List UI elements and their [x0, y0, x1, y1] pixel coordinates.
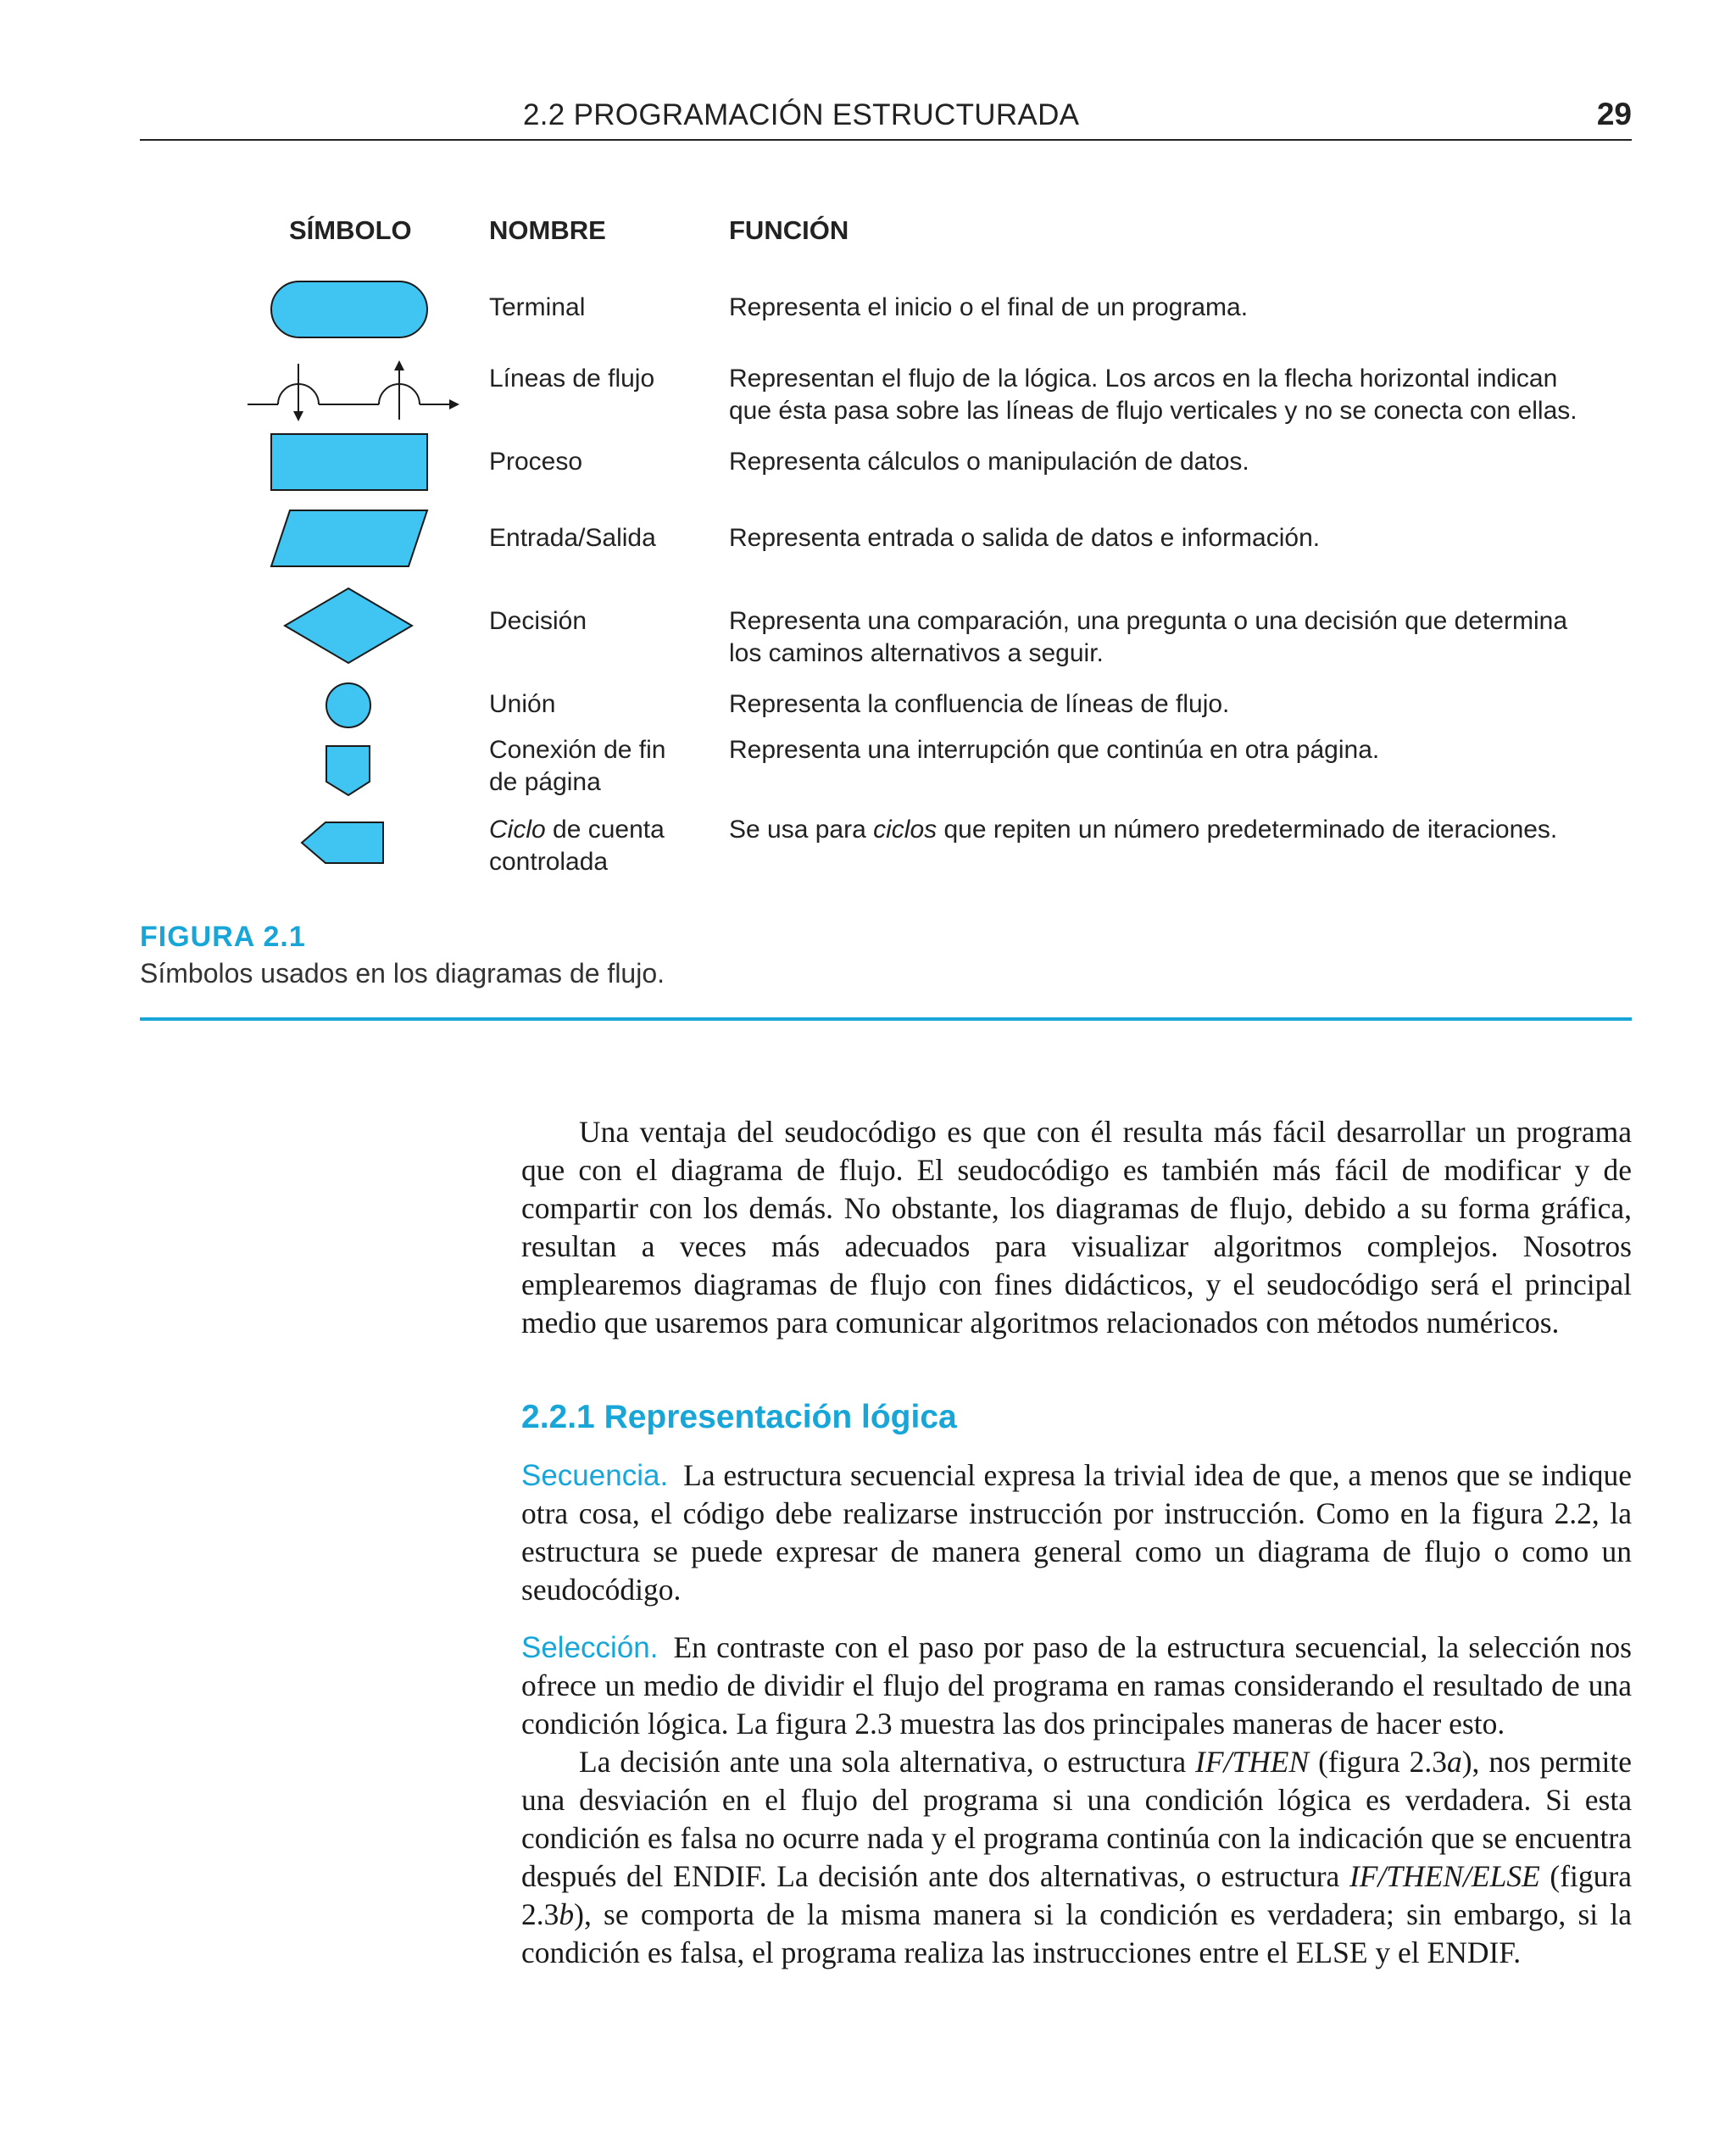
symbol-name-loop-italic: Ciclo	[489, 816, 546, 844]
symbol-name-loop-line1	[489, 814, 718, 846]
p4-text-a: La decisión ante una sola alternativa, o estructura	[579, 1745, 1196, 1779]
symbol-name-terminal: Terminal	[489, 293, 586, 321]
selection-text: En contraste con el paso por paso de la estructura secuencial, la selección nos ofrece un medio de dividir el flujo del programa en ramas considerando el resultado de una condición lógica. La figura 2.3 muestra las dos principales maneras de hacer esto.	[521, 1630, 1632, 1741]
p4-text-d: (figura 2.3	[521, 1859, 1632, 1931]
page-number: 29	[1596, 97, 1632, 131]
symbol-name-flow-lines: Líneas de flujo	[489, 365, 655, 393]
running-header	[140, 92, 1632, 141]
p4-fig-letter-b: b	[559, 1897, 575, 1931]
symbol-name-off-page-connector-line2: de página	[489, 768, 601, 796]
symbol-function-off-page-connector: Representa una interrupción que continúa en otra página.	[729, 736, 1380, 764]
figure-label: FIGURA 2.1	[140, 921, 306, 953]
figure-divider	[140, 1017, 1632, 1021]
count-controlled-loop-symbol-icon	[237, 821, 466, 866]
symbol-name-off-page-connector-line1: Conexión de fin	[489, 736, 666, 764]
loop-function-pre: Se usa para	[729, 816, 874, 844]
selection-runin-label: Selección.	[521, 1631, 659, 1664]
symbol-name-off-page-connector	[489, 734, 718, 799]
section-heading: 2.2.1 Representación lógica	[521, 1399, 957, 1435]
decision-symbol-icon	[237, 587, 466, 665]
column-header-function: FUNCIÓN	[729, 215, 849, 245]
symbol-name-count-controlled-loop	[489, 814, 718, 878]
process-symbol-icon	[237, 432, 466, 492]
p4-text-e: ), se comporta de la misma manera si la condición es verdadera; sin embargo, si la condición es falsa, el programa realiza las instrucciones entre el ELSE y el ENDIF.	[521, 1897, 1632, 1969]
symbol-function-decision-line2: los caminos alternativos a seguir.	[729, 639, 1104, 667]
symbol-name-junction: Unión	[489, 690, 556, 718]
symbol-function-process: Representa cálculos o manipulación de datos.	[729, 448, 1249, 476]
symbol-name-process: Proceso	[489, 448, 583, 476]
terminal-symbol-icon	[237, 280, 466, 339]
loop-function-italic: ciclos	[873, 816, 938, 844]
symbol-name-input-output: Entrada/Salida	[489, 524, 656, 552]
symbol-name-loop-rest: de cuenta	[545, 816, 665, 844]
symbol-function-flow-lines-line1: Representan el flujo de la lógica. Los arcos en la flecha horizontal indican	[729, 365, 1558, 393]
sequence-text: La estructura secuencial expresa la trivial idea de que, a menos que se indique otra cosa, el código debe realizarse instrucción por instrucción. Como en la figura 2.2, la estructura se puede expresar de manera general como un diagrama de flujo o como un seudocódigo.	[521, 1458, 1632, 1607]
symbol-function-flow-lines-line2: que ésta pasa sobre las líneas de flujo verticales y no se conecta con ellas.	[729, 397, 1577, 425]
body-paragraph-4	[521, 1743, 1632, 1972]
sequence-runin-label: Secuencia.	[521, 1459, 669, 1492]
body-paragraph-sequence	[521, 1457, 1632, 1609]
symbol-name-decision: Decisión	[489, 607, 587, 635]
body-paragraph-1: Una ventaja del seudocódigo es que con él resulta más fácil desarrollar un programa que con el diagrama de flujo. El seudocódigo es también más fácil de modificar y de compartir con los demás. No obstante, los diagramas de flujo, debido a su forma gráfica, resultan a veces más adecuados para visualizar algoritmos complejos. Nosotros emplearemos diagramas de flujo con fines didácticos, y el seudocódigo será el principal medio que usaremos para comunicar algoritmos relacionados con métodos numéricos.	[521, 1115, 1632, 1340]
symbol-function-junction: Representa la confluencia de líneas de flujo.	[729, 690, 1230, 718]
symbol-function-flow-lines	[729, 363, 1636, 427]
symbol-function-input-output: Representa entrada o salida de datos e información.	[729, 524, 1321, 552]
p4-ifthenelse: IF/THEN/ELSE	[1349, 1859, 1540, 1893]
symbol-function-decision-line1: Representa una comparación, una pregunta o una decisión que determina	[729, 607, 1568, 635]
p4-fig-letter-a: a	[1446, 1745, 1462, 1779]
symbol-function-count-controlled-loop	[729, 814, 1636, 846]
off-page-connector-symbol-icon	[237, 744, 466, 797]
column-header-name: NOMBRE	[489, 215, 606, 245]
input-output-symbol-icon	[237, 509, 466, 568]
figure-caption: Símbolos usados en los diagramas de flujo.	[140, 958, 665, 989]
p4-ifthen: IF/THEN	[1195, 1745, 1310, 1779]
junction-symbol-icon	[237, 682, 466, 729]
body-paragraph-selection	[521, 1629, 1632, 1743]
loop-function-post: que repiten un número predeterminado de iteraciones.	[937, 816, 1558, 844]
symbol-function-terminal: Representa el inicio o el final de un programa.	[729, 293, 1249, 321]
running-title: 2.2 PROGRAMACIÓN ESTRUCTURADA	[523, 98, 1080, 131]
column-header-symbol: SÍMBOLO	[289, 215, 412, 245]
p4-text-c: ), nos permite una desviación en el flujo del programa si una condición lógica es verdadera. Si esta condición es falsa no ocurre nada y el programa continúa con la indicación que se encuentra después del ENDIF. La decisión ante dos alternativas, o estructura	[521, 1745, 1632, 1893]
p4-text-b: (figura 2.3	[1309, 1745, 1447, 1779]
flow-lines-symbol-icon	[237, 360, 466, 420]
symbol-name-loop-line2: controlada	[489, 848, 609, 876]
symbol-function-decision	[729, 605, 1636, 670]
